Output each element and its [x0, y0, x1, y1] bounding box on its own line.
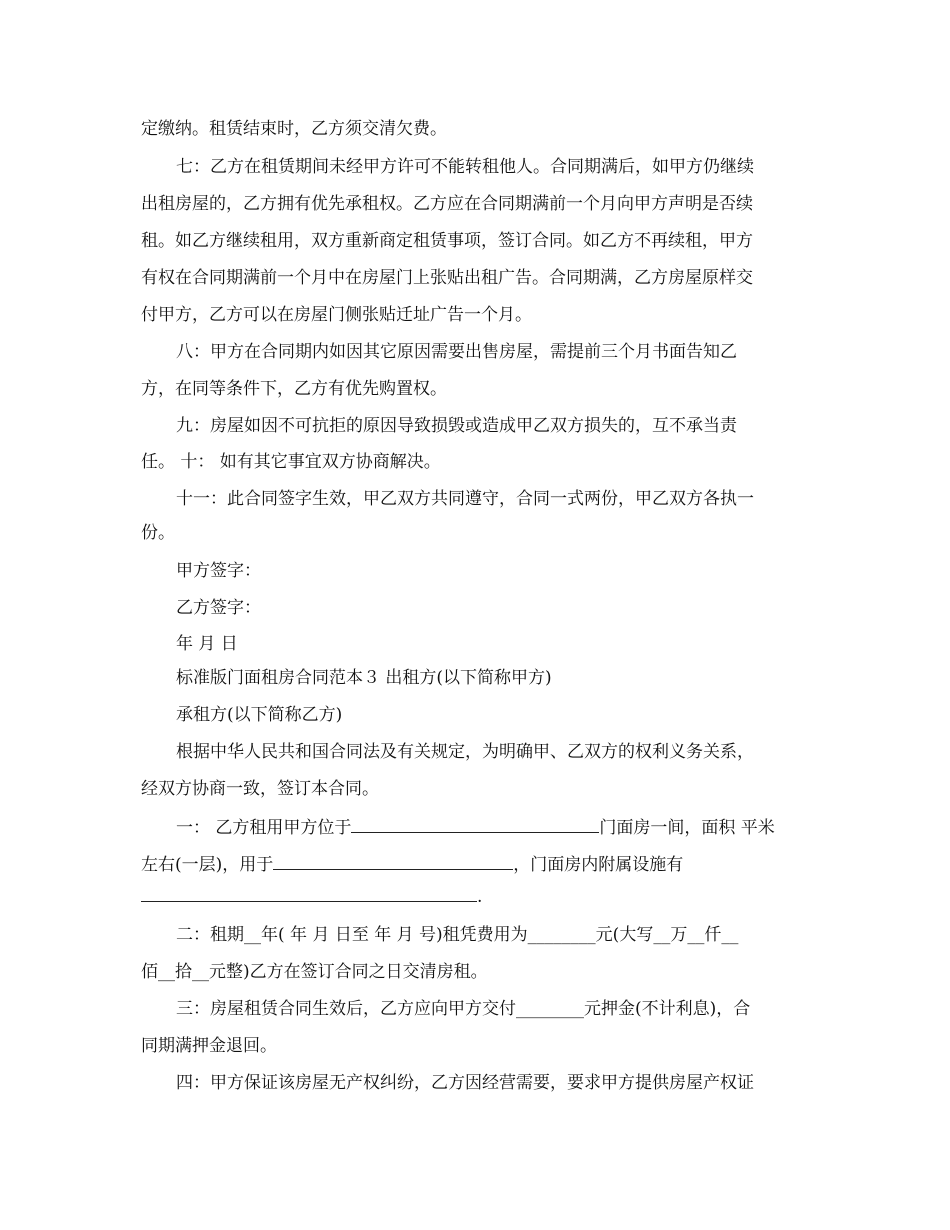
clause-three-line-1: 三：房屋租赁合同生效后，乙方应向甲方交付________元押金(不计利息)，合 [176, 999, 751, 1019]
clause-four-line-1: 四：甲方保证该房屋无产权纠纷，乙方因经营需要，要求甲方提供房屋产权证 [176, 1073, 754, 1093]
text-line-18: 根据中华人民共和国合同法及有关规定，为明确甲、乙双方的权利义务关系， [176, 742, 754, 762]
clause-one-text-c: 左右(一层)，用于 [141, 855, 274, 875]
text-line-1: 定缴纳。租赁结束时，乙方须交清欠费。 [141, 119, 447, 139]
text-line-10: 任。 十： 如有其它事宜双方协商解决。 [141, 452, 441, 472]
party-a-signature: 甲方签字： [176, 561, 261, 581]
clause-one-text-a: 一： 乙方租用甲方位于 [176, 818, 352, 838]
clause-two-line-1: 二：租期__年( 年 月 日至 年 月 号)租凭费用为________元(大写__万__仟__ [176, 925, 739, 945]
text-line-6: 付甲方，乙方可以在房屋门侧张贴迁址广告一个月。 [141, 305, 532, 325]
party-b-signature: 乙方签字： [176, 598, 261, 618]
text-line-11: 十一：此合同签字生效，甲乙双方共同遵守，合同一式两份，甲乙双方各执一 [176, 489, 754, 509]
usage-blank [273, 852, 513, 870]
text-line-19: 经双方协商一致，签订本合同。 [141, 779, 379, 799]
clause-one-text-b: 门面房一间，面积 平米 [599, 818, 775, 838]
facilities-blank [141, 884, 477, 902]
text-line-9: 九：房屋如因不可抗拒的原因导致损毁或造成甲乙双方损失的，互不承当责 [176, 416, 737, 436]
text-line-2: 七：乙方在租赁期间未经甲方许可不能转租他人。合同期满后，如甲方仍继续 [176, 157, 754, 177]
text-line-12: 份。 [141, 523, 175, 543]
clause-three-line-2: 同期满押金退回。 [141, 1036, 277, 1056]
text-line-7: 八：甲方在合同期内如因其它原因需要出售房屋，需提前三个月书面告知乙 [176, 342, 737, 362]
clause-one-line-2 [141, 852, 683, 876]
text-line-5: 有权在合同期满前一个月中在房屋门上张贴出租广告。合同期满，乙方房屋原样交 [141, 268, 753, 288]
text-line-4: 租。如乙方继续租用，双方重新商定租赁事项，签订合同。如乙方不再续租，甲方 [141, 231, 753, 251]
lessee-line: 承租方(以下简称乙方) [176, 705, 343, 725]
location-blank [351, 815, 599, 833]
clause-two-line-2: 佰__拾__元整)乙方在签订合同之日交清房租。 [141, 962, 488, 982]
date-line: 年 月 日 [176, 634, 238, 654]
clause-one-line-1 [176, 815, 775, 839]
contract-title: 标准版门面租房合同范本３ 出租方(以下简称甲方) [176, 668, 552, 688]
clause-one-text-e: . [477, 887, 483, 907]
clause-one-text-d: ，门面房内附属设施有 [513, 855, 684, 875]
clause-one-line-3 [141, 884, 482, 908]
text-line-3: 出租房屋的，乙方拥有优先承租权。乙方应在合同期满前一个月向甲方声明是否续 [141, 194, 753, 214]
text-line-8: 方，在同等条件下，乙方有优先购置权。 [141, 379, 447, 399]
